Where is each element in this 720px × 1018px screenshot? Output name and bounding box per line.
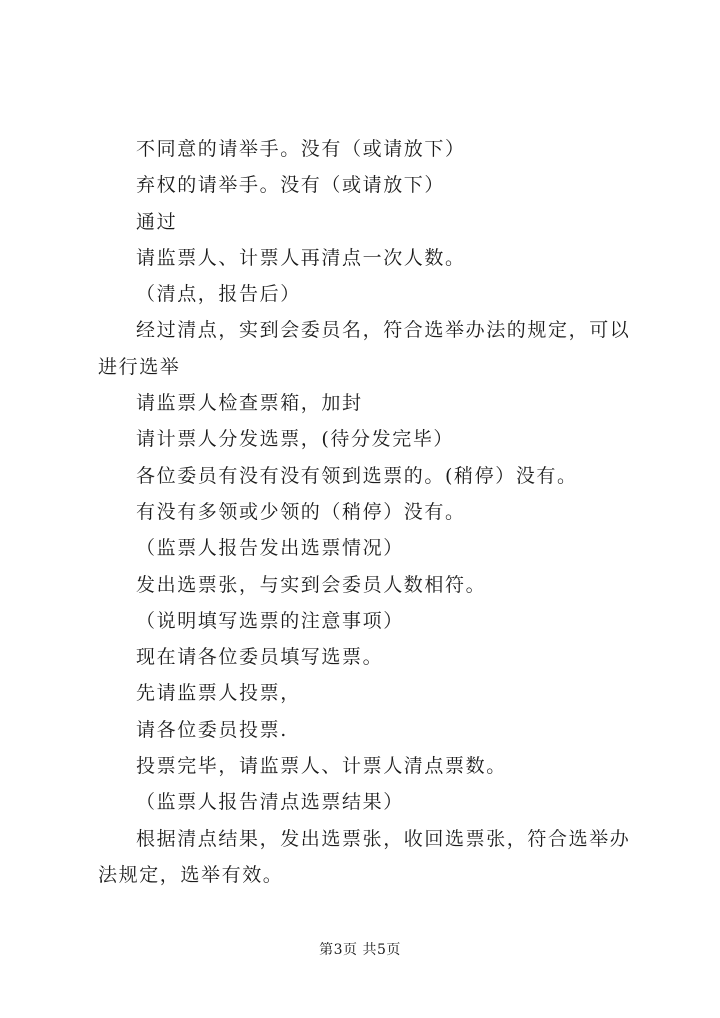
paragraph: 先请监票人投票， (136, 682, 301, 705)
paragraph: 请监票人检查票箱，加封 (136, 392, 363, 415)
paragraph: （监票人报告发出选票情况） (136, 537, 404, 560)
paragraph: 请监票人、计票人再清点一次人数。 (136, 246, 466, 269)
document-body (98, 131, 638, 893)
paragraph: （清点，报告后） (136, 283, 301, 306)
page-footer: 第3页 共5页 (319, 942, 401, 958)
paragraph: 投票完毕，请监票人、计票人清点票数。 (136, 755, 507, 778)
paragraph: （说明填写选票的注意事项） (136, 609, 404, 632)
paragraph: 不同意的请举手。没有（或请放下） (136, 138, 466, 160)
paragraph: 弃权的请举手。没有（或请放下） (136, 174, 446, 197)
paragraph: 发出选票张，与实到会委员人数相符。 (136, 573, 487, 596)
paragraph: 通过 (136, 210, 178, 233)
paragraph: 有没有多领或少领的（稍停）没有。 (136, 500, 466, 523)
paragraph: 根据清点结果，发出选票张，收回选票张，符合选举办法规定，选举有效。 (98, 827, 631, 886)
paragraph: 各位委员有没有没有领到选票的。(稍停）没有。 (136, 464, 578, 487)
paragraph: 现在请各位委员填写选票。 (136, 646, 384, 669)
paragraph: 经过清点，实到会委员名，符合选举办法的规定，可以进行选举 (98, 319, 631, 378)
paragraph: （监票人报告清点选票结果） (136, 791, 404, 814)
paragraph: 请计票人分发选票，(待分发完毕） (136, 428, 455, 451)
paragraph: 请各位委员投票. (136, 718, 288, 741)
